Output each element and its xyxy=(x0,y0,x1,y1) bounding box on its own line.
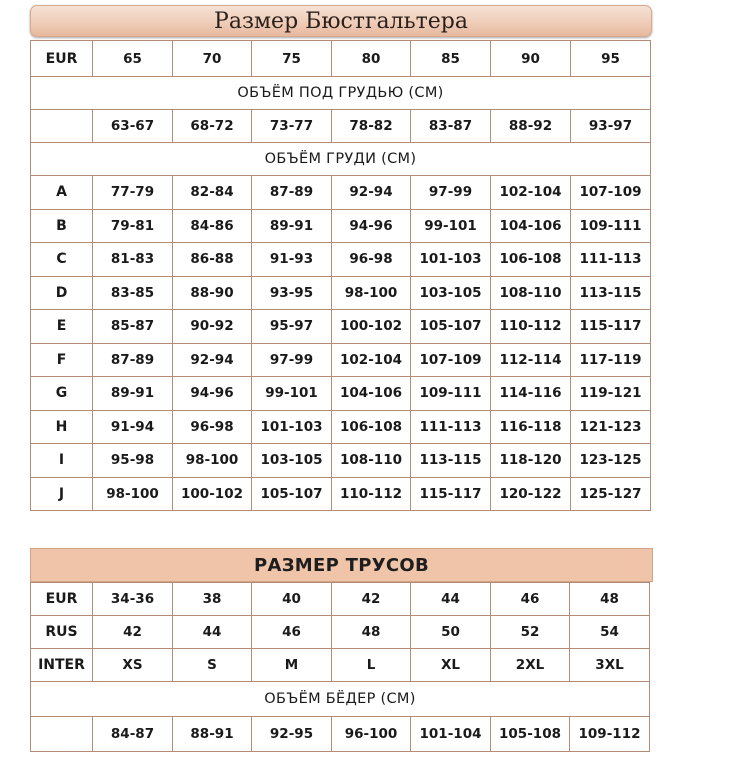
bust-cell: 104-106 xyxy=(332,377,411,411)
bust-cell: 82-84 xyxy=(173,176,252,210)
cup-label: I xyxy=(31,444,93,478)
eur-size-cell: 75 xyxy=(252,41,332,77)
bust-cell: 89-91 xyxy=(93,377,173,411)
eur-size-cell: 65 xyxy=(93,41,173,77)
bust-cell: 108-110 xyxy=(491,276,571,310)
bust-cell: 103-105 xyxy=(411,276,491,310)
cup-row xyxy=(31,176,651,210)
bust-cell: 111-113 xyxy=(571,243,651,277)
bust-cell: 96-98 xyxy=(332,243,411,277)
underbust-heading: ОБЪЁМ ПОД ГРУДЬЮ (СМ) xyxy=(31,77,651,110)
underbust-cell: 88-92 xyxy=(491,110,571,143)
bust-heading-row xyxy=(31,143,651,176)
underbust-cell: 93-97 xyxy=(571,110,651,143)
panties-cell: 50 xyxy=(411,616,491,649)
hips-cell: 109-112 xyxy=(570,717,650,752)
panties-size-title: РАЗМЕР ТРУСОВ xyxy=(30,548,653,582)
bust-cell: 111-113 xyxy=(411,410,491,444)
bust-cell: 121-123 xyxy=(571,410,651,444)
bust-cell: 118-120 xyxy=(491,444,571,478)
bust-cell: 94-96 xyxy=(173,377,252,411)
bra-size-title: Размер Бюстгальтера xyxy=(30,5,652,37)
cup-row xyxy=(31,444,651,478)
cup-label: J xyxy=(31,477,93,511)
bust-cell: 94-96 xyxy=(332,209,411,243)
panties-cell: 52 xyxy=(491,616,570,649)
bust-cell: 110-112 xyxy=(332,477,411,511)
bust-cell: 92-94 xyxy=(173,343,252,377)
underbust-cell: 78-82 xyxy=(332,110,411,143)
panties-row-label: INTER xyxy=(31,649,93,682)
eur-size-cell: 80 xyxy=(332,41,411,77)
eur-size-cell: 70 xyxy=(173,41,252,77)
underbust-heading-row xyxy=(31,77,651,110)
cup-row xyxy=(31,310,651,344)
eur-size-row xyxy=(31,41,651,77)
bust-cell: 86-88 xyxy=(173,243,252,277)
bust-cell: 108-110 xyxy=(332,444,411,478)
bust-cell: 101-103 xyxy=(411,243,491,277)
cup-label: B xyxy=(31,209,93,243)
panties-row xyxy=(31,616,650,649)
bust-cell: 98-100 xyxy=(93,477,173,511)
panties-cell: 34-36 xyxy=(93,583,173,616)
bust-cell: 120-122 xyxy=(491,477,571,511)
panties-cell: L xyxy=(332,649,411,682)
bust-cell: 103-105 xyxy=(252,444,332,478)
bust-cell: 98-100 xyxy=(332,276,411,310)
bust-cell: 95-97 xyxy=(252,310,332,344)
bust-cell: 99-101 xyxy=(411,209,491,243)
panties-cell: 44 xyxy=(411,583,491,616)
bust-cell: 81-83 xyxy=(93,243,173,277)
bust-cell: 113-115 xyxy=(411,444,491,478)
bust-cell: 116-118 xyxy=(491,410,571,444)
empty-cell xyxy=(31,717,93,752)
bust-cell: 115-117 xyxy=(411,477,491,511)
bust-cell: 89-91 xyxy=(252,209,332,243)
bust-cell: 77-79 xyxy=(93,176,173,210)
cup-row xyxy=(31,410,651,444)
bust-cell: 96-98 xyxy=(173,410,252,444)
hips-cell: 92-95 xyxy=(252,717,332,752)
cup-label: C xyxy=(31,243,93,277)
bust-cell: 97-99 xyxy=(252,343,332,377)
bust-cell: 91-93 xyxy=(252,243,332,277)
panties-cell: 48 xyxy=(570,583,650,616)
bust-heading: ОБЪЁМ ГРУДИ (СМ) xyxy=(31,143,651,176)
bust-cell: 119-121 xyxy=(571,377,651,411)
panties-cell: 48 xyxy=(332,616,411,649)
hips-cell: 84-87 xyxy=(93,717,173,752)
eur-size-cell: 85 xyxy=(411,41,491,77)
panties-cell: 38 xyxy=(173,583,252,616)
bust-cell: 88-90 xyxy=(173,276,252,310)
cup-row xyxy=(31,377,651,411)
bust-cell: 83-85 xyxy=(93,276,173,310)
panties-cell: 46 xyxy=(491,583,570,616)
panties-cell: S xyxy=(173,649,252,682)
panties-row xyxy=(31,583,650,616)
bust-cell: 100-102 xyxy=(332,310,411,344)
bust-cell: 98-100 xyxy=(173,444,252,478)
hips-cell: 101-104 xyxy=(411,717,491,752)
panties-cell: 42 xyxy=(332,583,411,616)
hips-cell: 105-108 xyxy=(491,717,570,752)
bust-cell: 114-116 xyxy=(491,377,571,411)
bust-cell: 95-98 xyxy=(93,444,173,478)
bust-cell: 100-102 xyxy=(173,477,252,511)
panties-cell: 42 xyxy=(93,616,173,649)
row-label-eur: EUR xyxy=(31,41,93,77)
cup-row xyxy=(31,243,651,277)
bust-cell: 92-94 xyxy=(332,176,411,210)
bust-cell: 109-111 xyxy=(571,209,651,243)
bust-cell: 97-99 xyxy=(411,176,491,210)
bust-cell: 91-94 xyxy=(93,410,173,444)
panties-cell: 46 xyxy=(252,616,332,649)
bust-cell: 105-107 xyxy=(252,477,332,511)
panties-cell: 40 xyxy=(252,583,332,616)
empty-cell xyxy=(31,110,93,143)
bust-cell: 102-104 xyxy=(491,176,571,210)
cup-label: F xyxy=(31,343,93,377)
panties-cell: 44 xyxy=(173,616,252,649)
underbust-cell: 73-77 xyxy=(252,110,332,143)
bust-cell: 107-109 xyxy=(571,176,651,210)
panties-row-label: RUS xyxy=(31,616,93,649)
cup-row xyxy=(31,276,651,310)
hips-heading-row xyxy=(31,682,650,717)
bust-cell: 123-125 xyxy=(571,444,651,478)
bust-cell: 115-117 xyxy=(571,310,651,344)
cup-row xyxy=(31,209,651,243)
panties-row-label: EUR xyxy=(31,583,93,616)
bust-cell: 87-89 xyxy=(252,176,332,210)
bra-size-table xyxy=(30,40,651,511)
eur-size-cell: 95 xyxy=(571,41,651,77)
hips-cell: 88-91 xyxy=(173,717,252,752)
panties-cell: 54 xyxy=(570,616,650,649)
underbust-cell: 63-67 xyxy=(93,110,173,143)
cup-label: G xyxy=(31,377,93,411)
bust-cell: 110-112 xyxy=(491,310,571,344)
bust-cell: 117-119 xyxy=(571,343,651,377)
bust-cell: 104-106 xyxy=(491,209,571,243)
bust-cell: 105-107 xyxy=(411,310,491,344)
hips-cell: 96-100 xyxy=(332,717,411,752)
bust-cell: 85-87 xyxy=(93,310,173,344)
panties-cell: 2XL xyxy=(491,649,570,682)
cup-label: E xyxy=(31,310,93,344)
bust-cell: 112-114 xyxy=(491,343,571,377)
underbust-cell: 83-87 xyxy=(411,110,491,143)
cup-label: A xyxy=(31,176,93,210)
panties-row xyxy=(31,649,650,682)
bust-cell: 106-108 xyxy=(491,243,571,277)
cup-label: H xyxy=(31,410,93,444)
bust-cell: 101-103 xyxy=(252,410,332,444)
bust-cell: 99-101 xyxy=(252,377,332,411)
underbust-row xyxy=(31,110,651,143)
bust-cell: 107-109 xyxy=(411,343,491,377)
bust-cell: 84-86 xyxy=(173,209,252,243)
bust-cell: 90-92 xyxy=(173,310,252,344)
cup-row xyxy=(31,477,651,511)
bust-cell: 87-89 xyxy=(93,343,173,377)
underbust-cell: 68-72 xyxy=(173,110,252,143)
panties-cell: XS xyxy=(93,649,173,682)
eur-size-cell: 90 xyxy=(491,41,571,77)
panties-cell: M xyxy=(252,649,332,682)
cup-label: D xyxy=(31,276,93,310)
bust-cell: 102-104 xyxy=(332,343,411,377)
cup-row xyxy=(31,343,651,377)
bust-cell: 109-111 xyxy=(411,377,491,411)
bust-cell: 106-108 xyxy=(332,410,411,444)
bust-cell: 125-127 xyxy=(571,477,651,511)
bust-cell: 93-95 xyxy=(252,276,332,310)
hips-row xyxy=(31,717,650,752)
panties-size-table xyxy=(30,582,650,752)
hips-heading: ОБЪЁМ БЁДЕР (СМ) xyxy=(31,682,650,717)
panties-cell: XL xyxy=(411,649,491,682)
panties-cell: 3XL xyxy=(570,649,650,682)
bust-cell: 113-115 xyxy=(571,276,651,310)
bust-cell: 79-81 xyxy=(93,209,173,243)
